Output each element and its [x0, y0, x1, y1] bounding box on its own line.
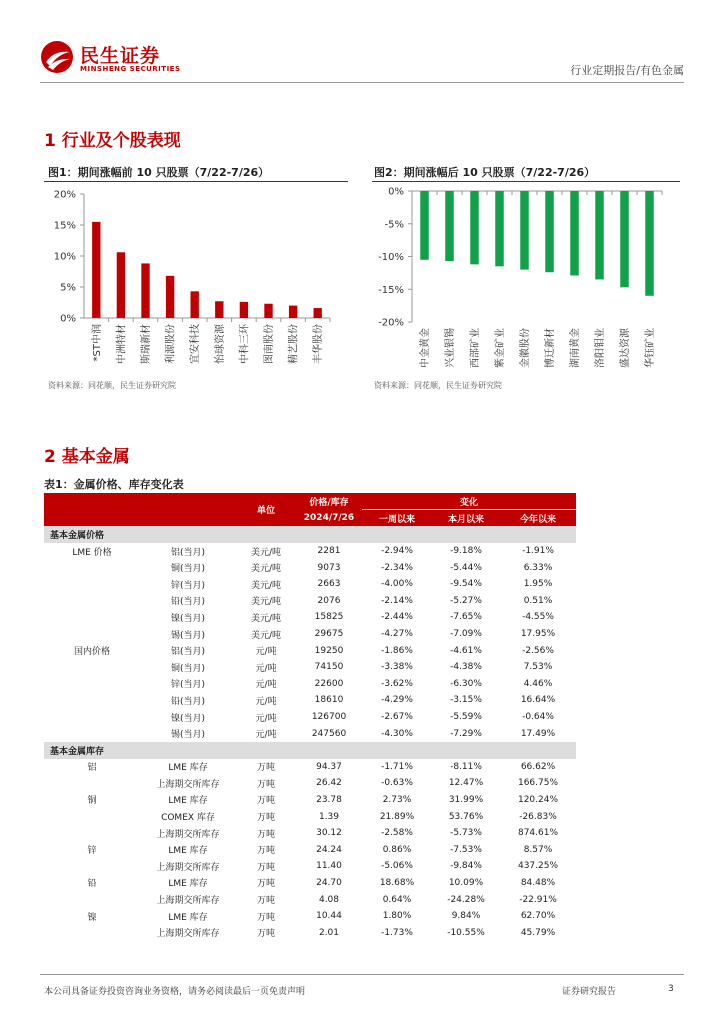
table-cell: 美元/吨	[250, 613, 282, 624]
table-cell: 万吨	[256, 862, 275, 873]
table-cell: 10.09%	[448, 877, 484, 888]
table-cell: -2.67%	[381, 712, 413, 723]
bar	[264, 304, 272, 318]
table-cell: -0.64%	[522, 712, 554, 723]
page-number: 3	[668, 984, 674, 994]
company-logo-icon	[40, 40, 74, 74]
table-cell: -3.38%	[381, 662, 413, 673]
table-cell: 94.37	[316, 761, 342, 772]
table-cell: -5.06%	[381, 861, 413, 872]
table-cell: -22.91%	[519, 894, 557, 905]
table-cell: 1.95%	[523, 579, 553, 590]
table-cell: 铅(当月)	[170, 696, 206, 707]
footer-disclaimer: 本公司具备证券投资咨询业务资格，请务必阅读最后一页免责声明	[44, 987, 306, 997]
table-cell: -5.73%	[450, 828, 482, 839]
table-row	[44, 659, 576, 676]
table-cell: -8.11%	[450, 761, 482, 772]
table-cell: -5.59%	[450, 712, 482, 723]
table-cell: 美元/吨	[250, 547, 282, 558]
x-tick-label: 丰华股份	[313, 324, 325, 364]
table-cell: -1.86%	[381, 645, 413, 656]
bar	[141, 263, 149, 318]
bar	[495, 191, 504, 266]
table-cell: LME 库存	[168, 912, 208, 923]
table-row	[44, 792, 576, 809]
table-cell: 9073	[317, 562, 341, 573]
table-row	[44, 825, 576, 842]
table-cell: 元/吨	[255, 696, 277, 707]
table-cell: -2.34%	[381, 562, 413, 573]
table-section-label: 基本金属库存	[44, 742, 576, 759]
table-cell: 18.68%	[379, 877, 415, 888]
table-cell: -9.54%	[450, 579, 482, 590]
table-row	[44, 924, 576, 941]
x-tick-label: *ST中润	[91, 324, 103, 362]
x-tick-label: 中洲特材	[116, 324, 128, 364]
x-tick-label: 中科三环	[239, 324, 251, 364]
bar	[117, 252, 125, 318]
table-cell: -4.38%	[450, 662, 482, 673]
table-cell: 0.64%	[382, 894, 412, 905]
table-cell: 18610	[314, 695, 344, 706]
x-tick-label: 华钰矿业	[645, 328, 656, 368]
table-cell: 19250	[314, 645, 344, 656]
fig1-source: 资料来源：同花顺，民生证券研究院	[48, 381, 176, 390]
table-cell: 铝	[87, 763, 97, 774]
table-header-blank	[44, 493, 236, 526]
table-cell: 万吨	[256, 829, 275, 840]
fig2-title: 图2：期间涨幅后 10 只股票（7/22-7/26）	[374, 166, 596, 179]
table-cell: 31.99%	[448, 794, 484, 805]
table-cell: 上海期交所库存	[156, 896, 220, 907]
table-cell: 2.73%	[382, 794, 412, 805]
table-cell: 126700	[311, 712, 347, 723]
table-cell: 美元/吨	[250, 564, 282, 575]
table-cell: 17.95%	[520, 629, 556, 640]
table-cell: 23.78	[316, 794, 342, 805]
bar	[289, 306, 297, 318]
table-section-row	[44, 526, 576, 543]
y-tick-label: 5%	[60, 282, 76, 294]
table-cell: 24.24	[316, 844, 342, 855]
table-cell: 53.76%	[448, 811, 484, 822]
bar	[620, 191, 629, 287]
table-cell: 247560	[311, 728, 347, 739]
table-cell: 元/吨	[255, 713, 277, 724]
table-cell: 874.61%	[517, 828, 559, 839]
table-cell: 120.24%	[517, 794, 559, 805]
table-cell: 国内价格	[73, 647, 110, 658]
table-row	[44, 676, 576, 693]
table-cell: 9.84%	[451, 911, 481, 922]
table-cell: 4.46%	[523, 678, 553, 689]
fig2-source: 资料来源：同花顺，民生证券研究院	[374, 381, 502, 390]
table-row	[44, 875, 576, 892]
table-cell: 4.08	[318, 894, 340, 905]
bar	[420, 191, 429, 260]
table-cell	[44, 559, 140, 576]
x-tick-label: 西部矿业	[470, 328, 481, 368]
table-row	[44, 559, 576, 576]
table-row	[44, 725, 576, 742]
table-cell: -4.55%	[522, 612, 554, 623]
bar	[240, 302, 248, 318]
table-row	[44, 775, 576, 792]
table-cell: 11.40	[316, 861, 342, 872]
table-row	[44, 858, 576, 875]
table-cell: -7.53%	[450, 844, 482, 855]
x-tick-label: 怡球资源	[214, 324, 226, 364]
table-cell: -4.30%	[381, 728, 413, 739]
table-header-unit: 单位	[236, 493, 296, 526]
bar	[314, 308, 322, 318]
table-row	[44, 709, 576, 726]
table-cell: -2.44%	[381, 612, 413, 623]
table-cell	[44, 659, 140, 676]
table-row	[44, 891, 576, 908]
table-row	[44, 908, 576, 925]
table-cell: LME 库存	[168, 763, 208, 774]
table-header-year: 今年以来	[500, 510, 576, 527]
y-tick-label: 0%	[60, 313, 76, 325]
table-cell: 元/吨	[255, 663, 277, 674]
bar	[545, 191, 554, 272]
table-cell: 元/吨	[255, 680, 277, 691]
bar	[520, 191, 529, 270]
x-tick-label: 利源股份	[165, 324, 177, 364]
bar	[470, 191, 479, 264]
table-cell: -2.94%	[381, 546, 413, 557]
table-cell: -7.29%	[450, 728, 482, 739]
table-cell	[44, 609, 140, 626]
table-header-date: 2024/7/26	[296, 510, 362, 527]
table-cell	[44, 709, 140, 726]
table-cell: 元/吨	[255, 647, 277, 658]
fig1-title: 图1：期间涨幅前 10 只股票（7/22-7/26）	[48, 166, 270, 179]
table-cell	[44, 808, 140, 825]
table-cell	[44, 775, 140, 792]
table-row	[44, 692, 576, 709]
y-tick-label: 15%	[53, 220, 76, 232]
bar	[445, 191, 454, 261]
table-cell: -1.73%	[381, 927, 413, 938]
table-cell: -0.63%	[381, 778, 413, 789]
table-header-week: 一周以来	[362, 510, 432, 527]
x-tick-label: 宜安科技	[190, 324, 202, 364]
x-tick-label: 图南股份	[264, 324, 275, 364]
table-cell	[44, 725, 140, 742]
header-divider	[40, 82, 684, 83]
report-type: 行业定期报告/有色金属	[570, 64, 684, 77]
table-cell: -4.61%	[450, 645, 482, 656]
y-tick-label: -20%	[378, 317, 404, 329]
table-cell: 45.79%	[520, 927, 556, 938]
table-cell: 15825	[314, 612, 344, 623]
table-cell: -3.15%	[450, 695, 482, 706]
table-cell: 7.53%	[523, 662, 553, 673]
table-cell: 66.62%	[520, 761, 556, 772]
table-cell	[44, 891, 140, 908]
fig2-chart	[372, 182, 680, 378]
y-tick-label: 10%	[53, 251, 76, 263]
table-cell: 12.47%	[448, 778, 484, 789]
table-cell: -7.09%	[450, 629, 482, 640]
table-cell: 美元/吨	[250, 597, 282, 608]
table-cell	[44, 825, 140, 842]
y-tick-label: -15%	[378, 284, 404, 296]
table-row	[44, 841, 576, 858]
y-tick-label: -5%	[384, 219, 404, 231]
table-cell: 上海期交所库存	[156, 929, 220, 940]
table-cell: 0.51%	[523, 595, 553, 606]
table-cell: -9.84%	[450, 861, 482, 872]
table-row	[44, 808, 576, 825]
table-cell: 0.86%	[382, 844, 412, 855]
bar	[215, 301, 223, 318]
table-cell: 锌(当月)	[170, 680, 206, 691]
table-cell: 6.33%	[523, 562, 553, 573]
bar	[191, 291, 199, 318]
table-cell: 万吨	[256, 846, 275, 857]
table-cell: 铜(当月)	[170, 663, 206, 674]
table-cell: -9.18%	[450, 546, 482, 557]
x-tick-label: 紫金矿业	[495, 328, 506, 368]
bar	[645, 191, 654, 296]
y-tick-label: 0%	[388, 186, 404, 198]
footer-divider	[40, 974, 684, 975]
table-cell: LME 库存	[168, 879, 208, 890]
table-cell: 万吨	[256, 896, 275, 907]
table-cell: 437.25%	[517, 861, 559, 872]
table-header-price: 价格/库存	[296, 493, 362, 510]
table-cell: 万吨	[256, 813, 275, 824]
table-cell: -26.83%	[519, 811, 557, 822]
table-cell: 铅	[87, 879, 97, 890]
table-cell	[44, 626, 140, 643]
table-cell	[44, 676, 140, 693]
table-cell: 万吨	[256, 929, 275, 940]
table-cell: 上海期交所库存	[156, 829, 220, 840]
x-tick-label: 斯瑞新材	[141, 324, 152, 364]
table-cell	[44, 858, 140, 875]
table-cell: 万吨	[256, 879, 275, 890]
bar	[166, 276, 174, 318]
table1-title: 表1：金属价格、库存变化表	[44, 478, 184, 491]
table-cell: 元/吨	[255, 730, 277, 741]
x-tick-label: 兴业银锡	[445, 328, 456, 368]
table-header-change: 变化	[362, 493, 576, 510]
table-cell: LME 库存	[168, 846, 208, 857]
table-cell: -7.65%	[450, 612, 482, 623]
footer-report-type: 证券研究报告	[562, 987, 617, 997]
table-row	[44, 626, 576, 643]
table-cell: 美元/吨	[250, 630, 282, 641]
table-cell: -4.29%	[381, 695, 413, 706]
table-cell: 62.70%	[520, 911, 556, 922]
table-cell: LME 价格	[72, 547, 112, 558]
section2-title: 2 基本金属	[44, 447, 130, 467]
table-cell: -2.56%	[522, 645, 554, 656]
x-tick-label: 中金黄金	[420, 328, 431, 368]
table-section-row	[44, 742, 576, 759]
table-cell: 万吨	[256, 912, 275, 923]
table-cell: 1.39	[318, 811, 340, 822]
table-cell: -2.14%	[381, 595, 413, 606]
x-tick-label: 洛阳钼业	[595, 328, 606, 368]
table-cell: 铅(当月)	[170, 597, 206, 608]
table-cell: 万吨	[256, 779, 275, 790]
x-tick-label: 湖南黄金	[570, 328, 581, 368]
table-cell: 铝(当月)	[170, 647, 206, 658]
table-cell: 24.70	[316, 877, 342, 888]
table-cell	[44, 576, 140, 593]
table-cell: -1.91%	[522, 546, 554, 557]
table-cell: 17.49%	[520, 728, 556, 739]
y-tick-label: 20%	[53, 189, 76, 201]
x-tick-label: 盛达资源	[620, 328, 631, 368]
table-cell: -6.30%	[450, 678, 482, 689]
table-cell: -4.00%	[381, 579, 413, 590]
table-cell: -2.58%	[381, 828, 413, 839]
table-cell: 锌(当月)	[170, 580, 206, 591]
table-cell: 84.48%	[520, 877, 556, 888]
table-cell	[44, 924, 140, 941]
table-cell: 30.12	[316, 828, 342, 839]
table-cell: 26.42	[316, 778, 342, 789]
table-cell: 锡(当月)	[170, 630, 206, 641]
table-cell: 2.01	[318, 927, 340, 938]
table-row	[44, 609, 576, 626]
fig1-chart	[44, 182, 348, 378]
table-row	[44, 576, 576, 593]
table-cell: 2663	[317, 579, 341, 590]
table-cell: 166.75%	[517, 778, 559, 789]
table-cell	[44, 593, 140, 610]
table-row	[44, 543, 576, 560]
table-row	[44, 642, 576, 659]
table-cell: -5.27%	[450, 595, 482, 606]
table-cell: 1.80%	[382, 911, 412, 922]
section1-title: 1 行业及个股表现	[44, 131, 181, 151]
table-cell: LME 库存	[168, 796, 208, 807]
table-cell: 铜(当月)	[170, 564, 206, 575]
table-cell	[44, 692, 140, 709]
table-cell: 锡(当月)	[170, 730, 206, 741]
table-cell: 10.44	[316, 911, 342, 922]
bar	[570, 191, 579, 275]
table-header-month: 本月以来	[432, 510, 500, 527]
table-cell: 万吨	[256, 796, 275, 807]
bar	[92, 222, 100, 318]
bar	[595, 191, 604, 279]
table-cell: 铝(当月)	[170, 547, 206, 558]
table-cell: 2281	[317, 546, 341, 557]
table-cell: -24.28%	[447, 894, 485, 905]
table-cell: 万吨	[256, 763, 275, 774]
table-row	[44, 759, 576, 776]
table-cell: 铜	[87, 796, 97, 807]
x-tick-label: 精艺股份	[288, 324, 300, 364]
table-cell: 镍(当月)	[170, 713, 206, 724]
table-cell: -10.55%	[447, 927, 485, 938]
x-tick-label: 博迁新材	[545, 328, 556, 368]
table-cell: 上海期交所库存	[156, 862, 220, 873]
table-cell: 美元/吨	[250, 580, 282, 591]
table-cell: 29675	[314, 629, 344, 640]
table-cell: 8.57%	[523, 844, 553, 855]
table-cell: -1.71%	[381, 761, 413, 772]
table-cell: 镍(当月)	[170, 613, 206, 624]
y-tick-label: -10%	[378, 252, 404, 263]
table-cell: 锌	[87, 846, 97, 857]
table-cell: 22600	[314, 678, 344, 689]
table-cell: 镍	[87, 912, 97, 923]
table-cell: COMEX 库存	[161, 813, 215, 824]
table-cell: 21.89%	[379, 811, 415, 822]
metal-price-table	[44, 493, 576, 941]
table-section-label: 基本金属价格	[44, 526, 576, 543]
table-cell: 16.64%	[520, 695, 556, 706]
table-cell: 74150	[314, 662, 344, 673]
x-tick-label: 金徽股份	[520, 328, 531, 368]
table-cell: 上海期交所库存	[156, 779, 220, 790]
table-cell: -4.27%	[381, 629, 413, 640]
company-name: 民生证券	[80, 45, 161, 67]
table-row	[44, 593, 576, 610]
table-cell: -3.62%	[381, 678, 413, 689]
table-cell: -5.44%	[450, 562, 482, 573]
company-name-en: MINSHENG SECURITIES	[80, 65, 181, 73]
table-cell: 2076	[317, 595, 341, 606]
